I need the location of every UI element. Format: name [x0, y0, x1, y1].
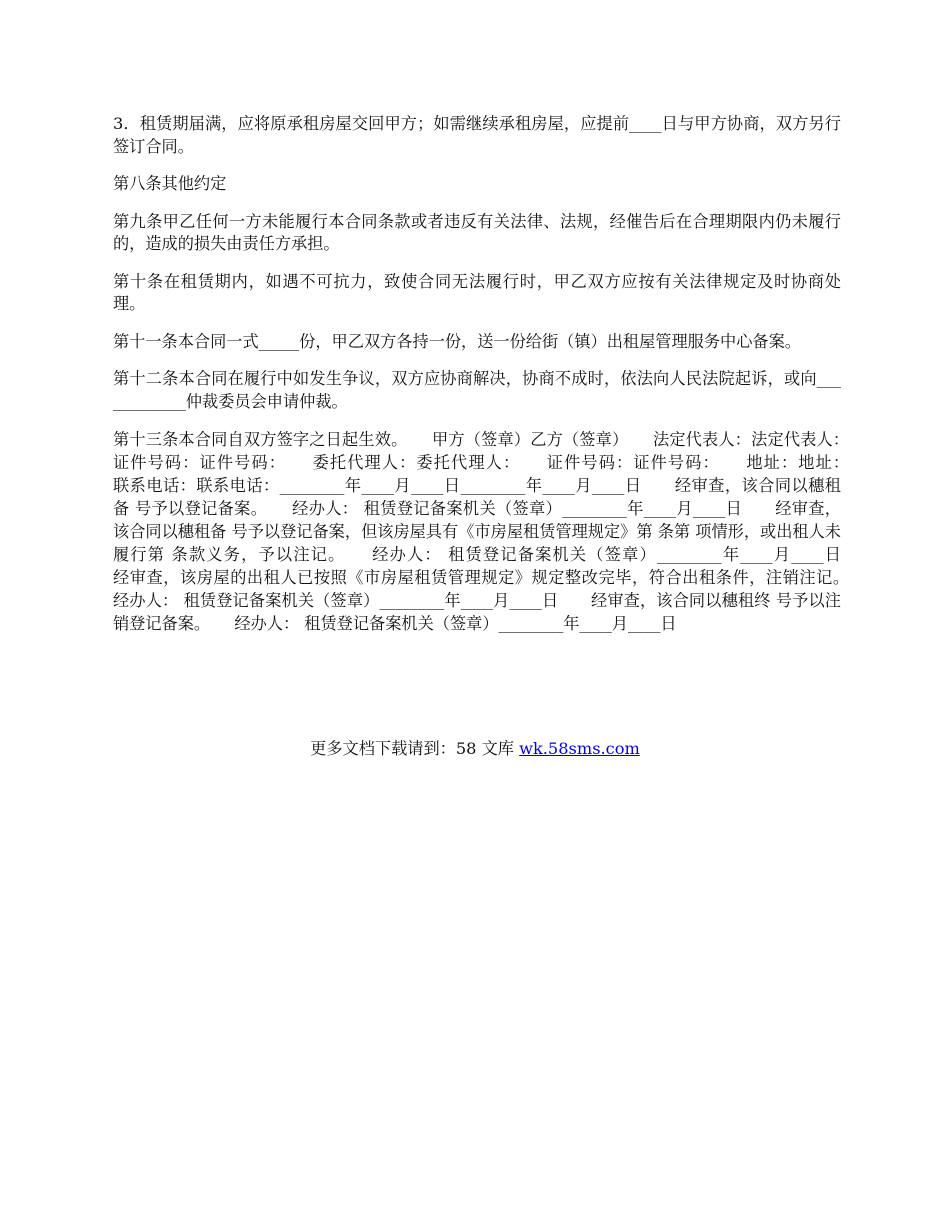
article-12: 第十二条本合同在履行中如发生争议，双方应协商解决，协商不成时，依法向人民法院起诉，或向____________仲裁委员会申请仲裁。 — [113, 369, 841, 411]
article-8-heading: 第八条其他约定 — [113, 174, 227, 193]
footer-link[interactable]: wk.58sms.com — [519, 739, 640, 758]
article-10: 第十条在租赁期内，如遇不可抗力，致使合同无法履行时，甲乙双方应按有关法律规定及时协商处理。 — [113, 271, 841, 313]
article-13-signatures: 第十三条本合同自双方签字之日起生效。 甲方（签章）乙方（签章） 法定代表人：法定代表人： 证件号码：证件号码： 委托代理人：委托代理人： 证件号码：证件号码： 地址：地址： 联系电话：联系电话：________年____月____日________年____月____日 经审查，该合同以穗租备 号予以登记备案。 经办人： 租赁登记备案机关（签章）________年____月____日 经审查，该合同以穗租备 号予以登记备案，但该房屋具有《市房屋租赁管理规定》第 条第 项情形，或出租人未履行第 条款义务，予以注记。 经办人： 租赁登记备案机关（签章）________年____月____日 经审查，该房屋的出租人已按照《市房屋租赁管理规定》规定整改完毕，符合出租条件，注销注记。 经办人： 租赁登记备案机关（签章）________年____月____日 经审查，该合同以穗租终 号予以注销登记备案。 经办人： 租赁登记备案机关（签章）________年____月____日 — [113, 430, 874, 633]
article-11: 第十一条本合同一式_____份，甲乙双方各持一份，送一份给街（镇）出租屋管理服务中心备案。 — [113, 331, 801, 351]
footer-prefix: 更多文档下载请到：58 文库 — [310, 739, 520, 758]
document-body — [113, 113, 874, 650]
clause-3-lease-expiry: 3．租赁期届满，应将原承租房屋交回甲方；如需继续承租房屋，应提前____日与甲方协商，双方另行签订合同。 — [113, 114, 841, 156]
download-footer — [0, 738, 950, 760]
article-9: 第九条甲乙任何一方未能履行本合同条款或者违反有关法律、法规，经催告后在合理期限内仍未履行的，造成的损失由责任方承担。 — [113, 211, 841, 253]
